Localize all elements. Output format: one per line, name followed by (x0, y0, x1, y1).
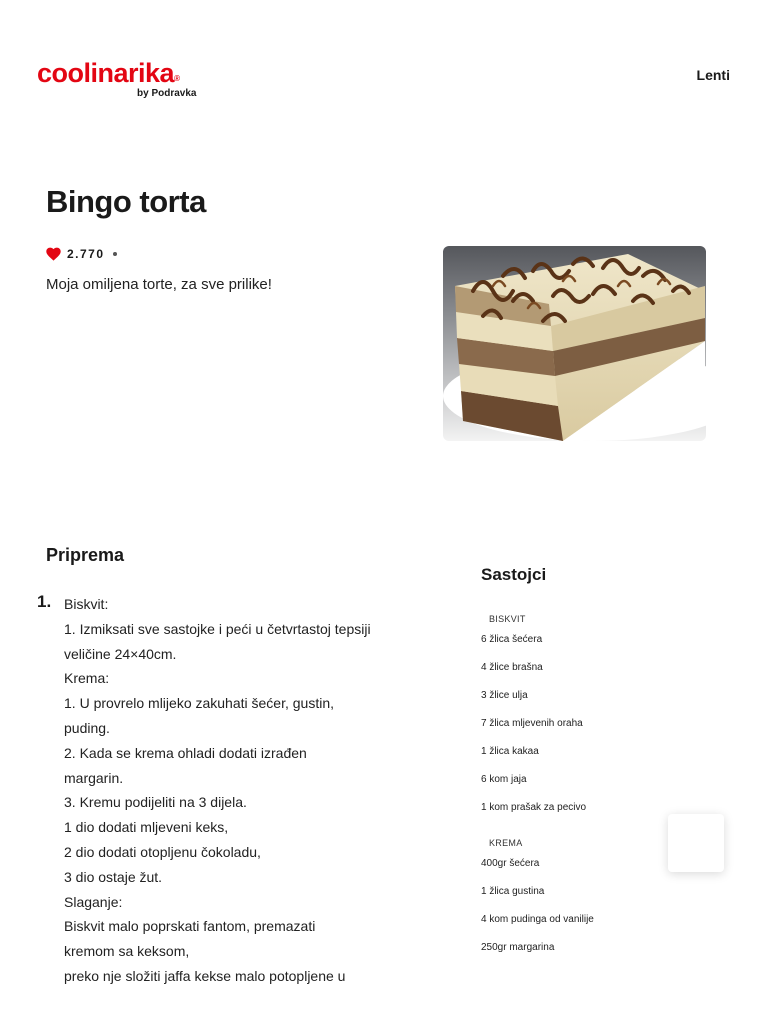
step-line: margarin. (64, 769, 124, 786)
ingredient-item: 400gr šećera (481, 858, 540, 869)
nav-link-lenti[interactable]: Lenti (696, 67, 730, 83)
step-line: preko nje složiti jaffa kekse malo potopljene u (64, 967, 346, 984)
logo-registered: ® (174, 74, 180, 83)
ingredient-item: 1 žlica kakaa (481, 746, 539, 757)
step-line: 1 dio dodati mljeveni keks, (64, 819, 229, 836)
ingredient-item: 6 žlica šećera (481, 634, 543, 645)
ingredient-group-title: KREMA (489, 838, 523, 848)
logo-part-cool: cool (37, 58, 91, 88)
recipe-description: Moja omiljena torte, za sve prilike! (46, 276, 272, 293)
step-line: 3. Kremu podijeliti na 3 dijela. (64, 794, 247, 811)
likes-count: 2.770 (67, 247, 105, 261)
ingredient-item: 250gr margarina (481, 942, 555, 953)
ingredient-item: 7 žlica mljevenih oraha (481, 718, 583, 729)
heart-icon[interactable] (46, 247, 61, 261)
step-line: Krema: (64, 670, 110, 687)
ingredient-group-title: BISKVIT (489, 614, 526, 624)
step-line: Biskvit malo poprskati fantom, premazati (64, 918, 316, 935)
ingredient-item: 1 žlica gustina (481, 886, 545, 897)
step-line: 2 dio dodati otopljenu čokoladu, (64, 843, 261, 860)
ingredients-heading: Sastojci (481, 565, 547, 584)
step-line: kremom sa keksom, (64, 943, 190, 960)
ingredient-item: 3 žlice ulja (481, 690, 528, 701)
logo-byline: by Podravka (137, 88, 197, 99)
floating-action-button[interactable] (668, 814, 724, 872)
recipe-meta (46, 247, 117, 261)
ingredients-list (481, 612, 741, 962)
step-number: 1. (37, 592, 52, 611)
step-text (64, 592, 444, 989)
ingredient-item: 4 žlice brašna (481, 662, 543, 673)
ingredient-item: 1 kom prašak za pecivo (481, 802, 587, 813)
preparation-heading: Priprema (46, 545, 125, 565)
logo-part-inarika: inarika (90, 58, 175, 88)
ingredient-item: 4 kom pudinga od vanilije (481, 914, 594, 925)
logo-wordmark (37, 58, 179, 88)
ingredient-item: 6 kom jaja (481, 774, 527, 785)
step-line: 3 dio ostaje žut. (64, 868, 163, 885)
site-logo[interactable] (37, 58, 197, 99)
step-line: puding. (64, 719, 110, 736)
recipe-photo[interactable] (443, 246, 706, 441)
site-header (0, 0, 768, 120)
step-line: 1. U provrelo mlijeko zakuhati šećer, gustin, (64, 695, 335, 712)
meta-separator (113, 252, 117, 256)
step-line: Biskvit: (64, 596, 109, 612)
step-line: veličine 24×40cm. (64, 645, 177, 662)
cake-photo-illustration (443, 246, 706, 441)
step-line: 2. Kada se krema ohladi dodati izrađen (64, 744, 307, 761)
recipe-title: Bingo torta (46, 184, 206, 219)
step-line: Slaganje: (64, 893, 123, 910)
step-line: 1. Izmiksati sve sastojke i peći u četvrtastoj tepsiji (64, 620, 371, 637)
